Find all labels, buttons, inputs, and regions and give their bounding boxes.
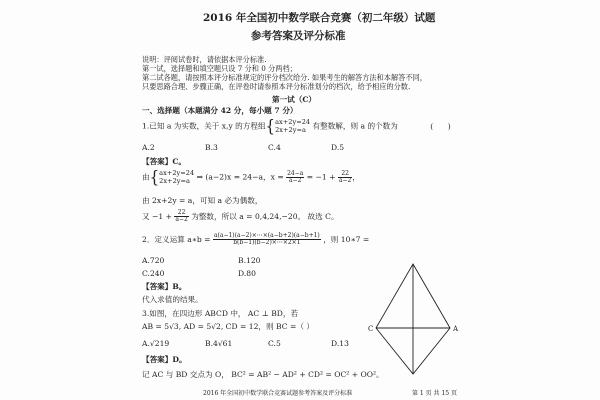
note-line-4: 只要思路合理、步骤正确，在评卷时请参照本评分标准划分的档次，给予相应的分数. — [142, 82, 411, 91]
q1-option-d: D.5 — [331, 143, 345, 152]
q1-solution-line-2: 由 2x+2y = a，可知 a 必为偶数， — [142, 196, 263, 205]
vertex-label-a: A — [453, 325, 459, 333]
q3-option-c: C.5 — [268, 339, 281, 348]
q1-option-a: A.2 — [142, 143, 155, 152]
vertex-label-c: C — [368, 325, 374, 333]
note-line-1: 说明：评阅试卷时，请依据本评分标准. — [142, 55, 267, 64]
footer-text: 2016 年全国初中数学联合竞赛试题参考答案及评分标准 — [203, 390, 353, 397]
q2-answer: 【答案】B。 — [142, 282, 187, 291]
q3-answer: 【答案】D。 — [142, 355, 187, 364]
q1-solution-line-1: 由{ax+2y=24 2x+2y=a ⇒ (a−2)x = 24−a，x = $\frac{24-a}{a-2}$ = −1 + $\frac{22}{a-2}$ ， — [142, 167, 360, 187]
q2-stem: 2．定义运算 a∗b = $\frac{a(a-1)(a-2)\times\cdots\times(a-b+2)(a-b+1)}{b(b-1)(b-2)\times\cdots\times 2\times 1}$ ，则 10∗7 = — [142, 232, 370, 247]
page-title: 2016 年全国初中数学联合竞赛（初二年级）试题 — [203, 12, 436, 24]
page-number: 第 1 页 共 15 页 — [412, 390, 457, 397]
q1-option-c: C.4 — [268, 143, 281, 152]
q2-option-a: A.720 — [142, 256, 165, 265]
q1-solution-line-3: 又 −1 + $\frac{22}{a-2}$ 为整数，所以 a = 0,4,24,−20。 故选 C。 — [142, 209, 339, 224]
q3-stem-line-2: AB = 5√3, AD = 5√2, CD = 12，则 BC =（ ） — [142, 322, 314, 331]
exam-part-heading: 第一试（C） — [272, 95, 317, 104]
q3-option-a: A.√219 — [142, 339, 170, 348]
section-heading: 一、选择题（本题满分 42 分，每小题 7 分） — [142, 106, 298, 115]
q2-option-d: D.80 — [238, 269, 256, 278]
q2-option-c: C.240 — [142, 269, 165, 278]
q3-option-d: D.13 — [331, 339, 349, 348]
q3-option-b: B.4√61 — [205, 339, 233, 348]
q1-stem: 1.已知 a 为实数，关于 x,y 的方程组{ax+2y=24 2x+2y=a 有整数解，则 a 的个数为 ( ) — [142, 116, 451, 136]
page-subtitle: 参考答案及评分标准 — [251, 30, 346, 42]
q2-solution: 代入求值的结果。 — [142, 295, 203, 304]
quadrilateral-diagram — [368, 258, 468, 380]
q3-stem-line-1: 3.如图，在四边形 ABCD 中， AC ⊥ BD，若 — [142, 309, 299, 318]
q2-option-b: B.120 — [238, 256, 261, 265]
q1-option-b: B.3 — [205, 143, 218, 152]
q1-answer: 【答案】C。 — [142, 157, 187, 166]
q3-solution: 记 AC 与 BD 交点为 O， BC² = AB² − AD² + CD² = OC² + OO²。 — [142, 370, 384, 379]
note-line-3: 第二试各题，请按照本评分标准规定的评分档次给分. 如果考生的解答方法和本解答不同， — [142, 73, 427, 82]
note-line-2: 第一试，选择题和填空题只设 7 分和 0 分两档； — [142, 64, 297, 73]
